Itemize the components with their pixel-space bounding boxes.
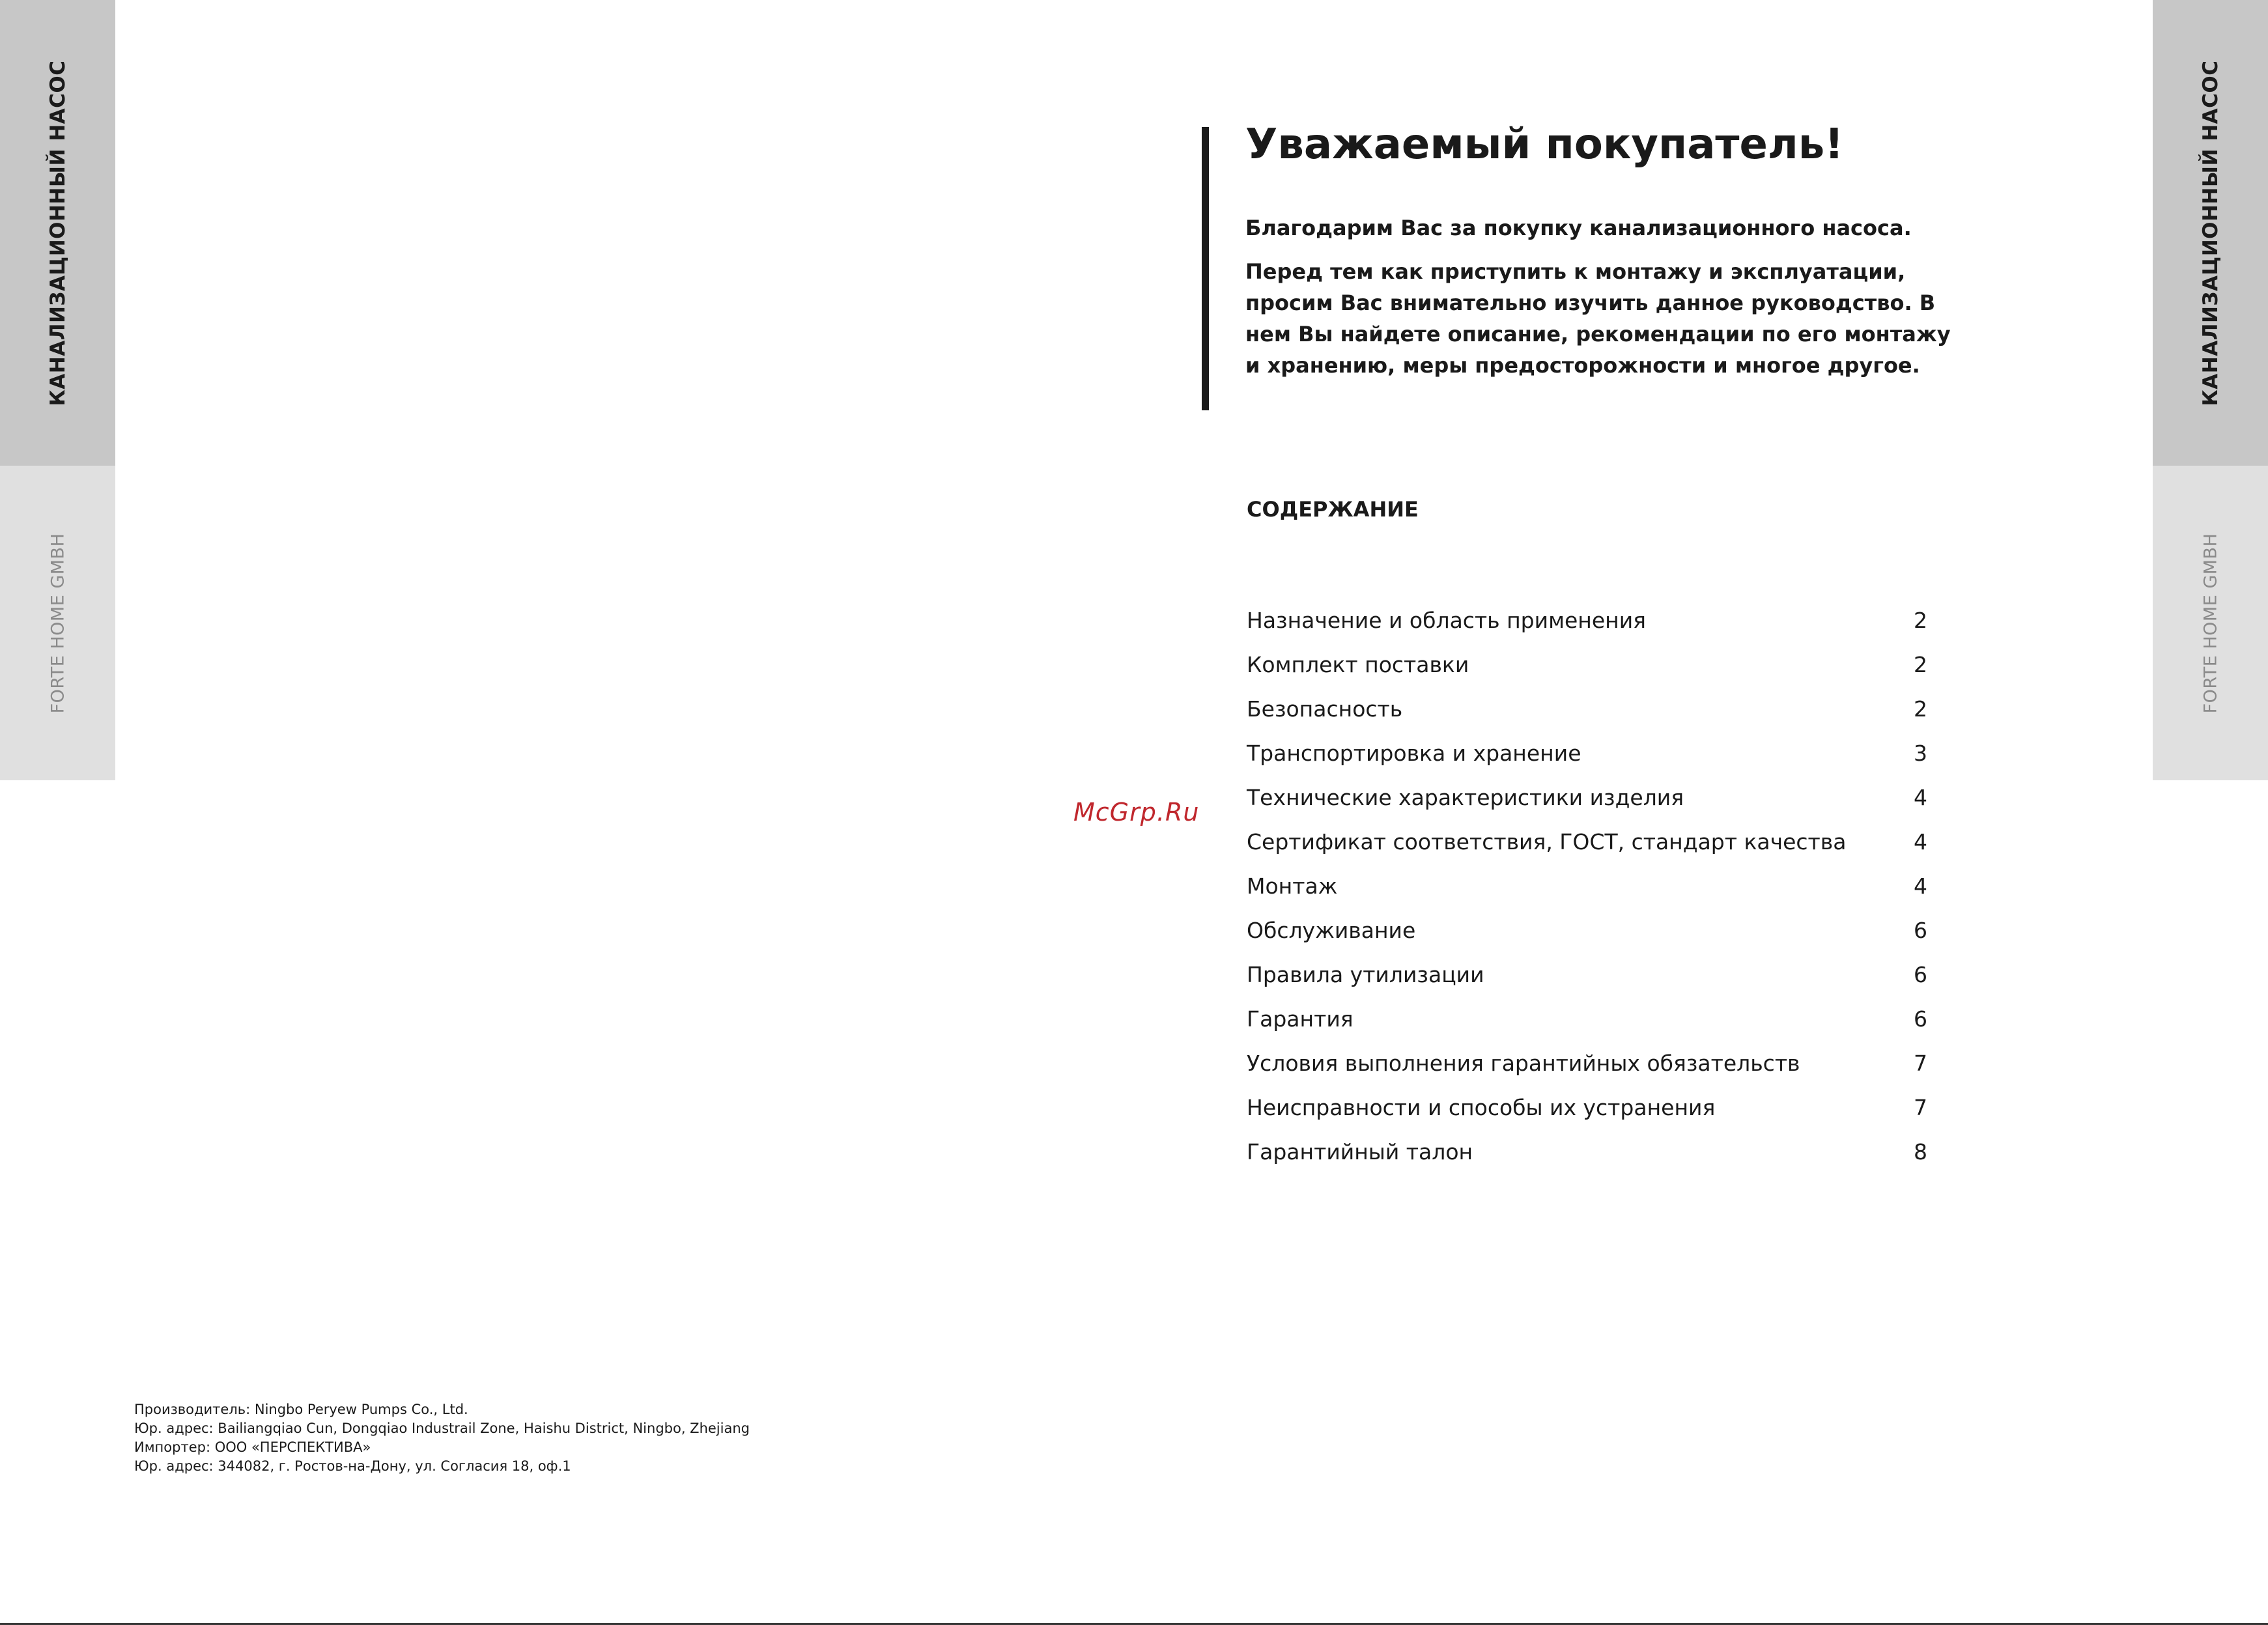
side-tab-brand-text: FORTE HOME GMBH [2200, 533, 2220, 713]
toc-item[interactable] [1247, 1092, 1927, 1136]
toc-item[interactable] [1247, 693, 1927, 737]
toc-item-page: 4 [1914, 829, 1927, 855]
toc-item[interactable] [1247, 604, 1927, 649]
toc-item-page: 4 [1914, 873, 1927, 899]
toc-item-title: Технические характеристики изделия [1247, 785, 1684, 810]
imprint-block [134, 1400, 750, 1476]
watermark-link[interactable]: McGrp.Ru [1073, 798, 1200, 827]
toc-item-page: 8 [1914, 1139, 1927, 1165]
toc-item[interactable] [1247, 914, 1927, 959]
toc-item[interactable] [1247, 826, 1927, 870]
toc-item-title: Сертификат соответствия, ГОСТ, стандарт качества [1247, 829, 1847, 855]
toc-item[interactable] [1247, 1047, 1927, 1092]
table-of-contents [1247, 604, 1927, 1180]
toc-item[interactable] [1247, 1136, 1927, 1180]
imprint-manufacturer-address: Юр. адрес: Bailiangqiao Cun, Dongqiao Industrail Zone, Haishu District, Ningbo, Zhejiang [134, 1420, 750, 1436]
toc-item[interactable] [1247, 782, 1927, 826]
side-tab-title-text: КАНАЛИЗАЦИОННЫЙ НАСОС [2198, 59, 2222, 406]
toc-item-title: Гарантия [1247, 1006, 1354, 1032]
toc-item-title: Монтаж [1247, 873, 1338, 899]
toc-item[interactable] [1247, 737, 1927, 782]
toc-item-page: 2 [1914, 608, 1927, 633]
toc-item[interactable] [1247, 1003, 1927, 1047]
left-side-tab-brand [0, 466, 115, 780]
right-side-tab-brand [2153, 466, 2268, 780]
toc-item-page: 3 [1914, 741, 1927, 766]
imprint-manufacturer: Производитель: Ningbo Peryew Pumps Co., Ltd. [134, 1402, 468, 1417]
toc-item-title: Неисправности и способы их устранения [1247, 1095, 1716, 1120]
toc-item-page: 6 [1914, 918, 1927, 943]
toc-item-title: Безопасность [1247, 696, 1403, 722]
toc-item[interactable] [1247, 959, 1927, 1003]
greeting-thanks: Благодарим Вас за покупку канализационного насоса. [1245, 216, 1912, 240]
toc-item-page: 7 [1914, 1051, 1927, 1076]
greeting-accent-bar [1202, 127, 1209, 410]
toc-item-page: 6 [1914, 1006, 1927, 1032]
toc-item-page: 4 [1914, 785, 1927, 810]
toc-item-title: Транспортировка и хранение [1247, 741, 1581, 766]
toc-item-page: 2 [1914, 652, 1927, 677]
toc-item-title: Условия выполнения гарантийных обязательств [1247, 1051, 1800, 1076]
toc-item-title: Гарантийный талон [1247, 1139, 1473, 1165]
toc-item-page: 6 [1914, 962, 1927, 987]
side-tab-brand-text: FORTE HOME GMBH [48, 533, 68, 713]
right-side-tab-title [2153, 0, 2268, 466]
side-tab-title-text: КАНАЛИЗАЦИОННЫЙ НАСОС [46, 59, 70, 406]
toc-item[interactable] [1247, 870, 1927, 914]
toc-item-page: 7 [1914, 1095, 1927, 1120]
toc-item-page: 2 [1914, 696, 1927, 722]
greeting-heading: Уважаемый покупатель! [1245, 120, 1844, 169]
contents-heading: СОДЕРЖАНИЕ [1247, 497, 1419, 522]
left-side-tab-title [0, 0, 115, 466]
toc-item[interactable] [1247, 649, 1927, 693]
toc-item-title: Обслуживание [1247, 918, 1416, 943]
imprint-importer-address: Юр. адрес: 344082, г. Ростов-на-Дону, ул. Согласия 18, оф.1 [134, 1458, 571, 1474]
toc-item-title: Комплект поставки [1247, 652, 1469, 677]
toc-item-title: Назначение и область применения [1247, 608, 1647, 633]
imprint-importer: Импортер: ООО «ПЕРСПЕКТИВА» [134, 1439, 371, 1455]
greeting-instructions: Перед тем как приступить к монтажу и эксплуатации, просим Вас внимательно изучить данное руководство. В нем Вы найдете описание, рекомендации по его монтажу и хранению, меры предосторожности и многое другое. [1245, 259, 1951, 378]
toc-item-title: Правила утилизации [1247, 962, 1484, 987]
